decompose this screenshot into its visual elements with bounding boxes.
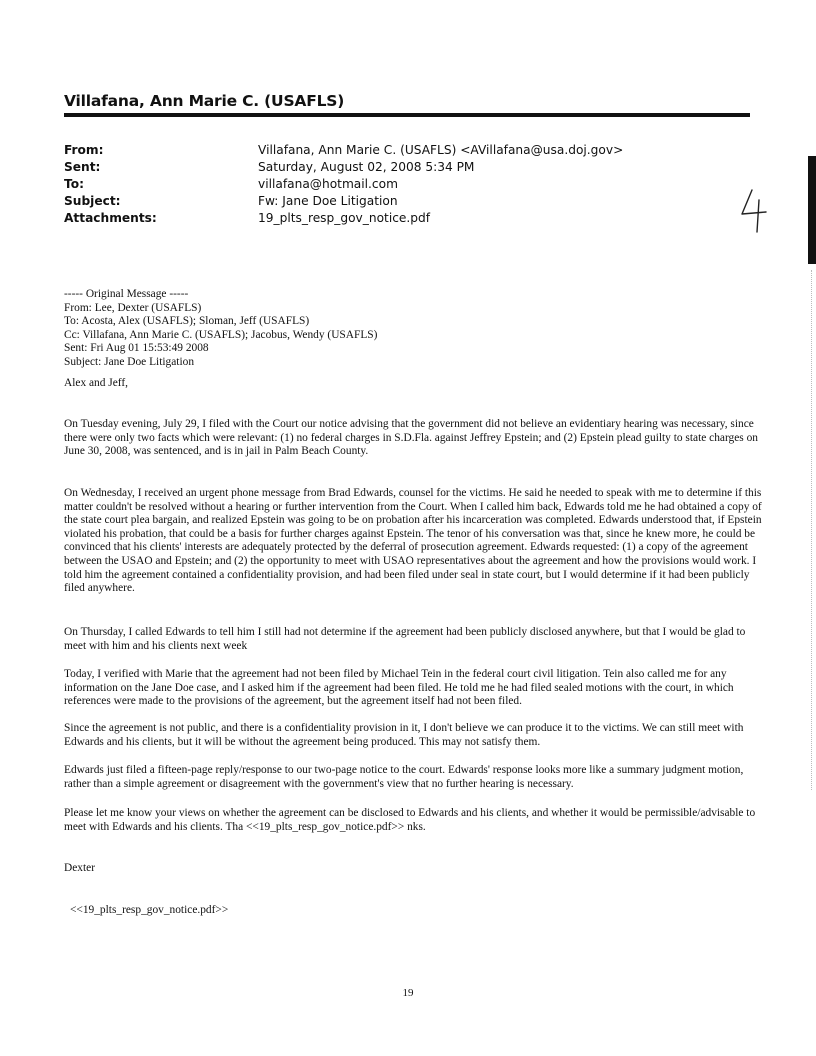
original-message-line: To: Acosta, Alex (USAFLS); Sloman, Jeff (USAFLS) [64,315,310,328]
header-label-to: To: [64,177,84,191]
page-number: 19 [402,987,414,999]
body-paragraph: On Wednesday, I received an urgent phone message from Brad Edwards, counsel for the victims. He said he needed to speak with me to determine if this matter couldn't be resolved without a hearing or further intervention from the Court. When I called him back, Edwards told me he had obtained a copy of the state court plea bargain, and realized Epstein was going to be on probation after his incarceration was completed. Edwards understood that, if Epstein violated his probation, that could be a basis for further charges against Epstein. The tenor of his conversation was that, since he knew more, he could be convinced that his clients' interests are adequately protected by the deferral of prosecution agreement. Edwards requested: (1) a copy of the agreement between the USAO and Epstein; and (2) the opportunity to meet with USAO representatives about the agreement and how the provisions would work. I told him the agreement contained a confidentiality provision, and had been filed under seal in state court, but I would determine if it had been publicly filed anywhere. [64,487,762,595]
title-rule [64,113,750,117]
original-message-line: Subject: Jane Doe Litigation [64,355,195,368]
original-message-line: From: Lee, Dexter (USAFLS) [64,301,202,314]
header-value-from: Villafana, Ann Marie C. (USAFLS) <AVillafana@usa.doj.gov> [258,143,624,157]
original-message-line: Sent: Fri Aug 01 15:53:49 2008 [64,342,209,355]
header-label-subject: Subject: [64,194,121,208]
header-value-subject: Fw: Jane Doe Litigation [258,194,398,208]
body-paragraph: On Thursday, I called Edwards to tell him I still had not determine if the agreement had been publicly disclosed anywhere, but that I would be glad to meet with him and his clients next week [64,626,746,652]
header-value-attachments: 19_plts_resp_gov_notice.pdf [258,211,431,225]
header-value-sent: Saturday, August 02, 2008 5:34 PM [258,160,475,174]
header-label-attachments: Attachments: [64,211,157,225]
attachment-reference: <<19_plts_resp_gov_notice.pdf>> [70,904,229,916]
body-paragraph: Edwards just filed a fifteen-page reply/response to our two-page notice to the court. Edwards' response looks more like a summary judgment motion, rather than a simple agreement or disagreement with the government's view that no further hearing is necessary. [64,764,744,790]
page-title: Villafana, Ann Marie C. (USAFLS) [64,92,345,110]
body-paragraph: Please let me know your views on whether the agreement can be disclosed to Edwards and his clients, and whether it would be permissible/advisable to meet with Edwards and his clients. Tha <<19_plts_resp_gov_notice.pdf>> nks. [64,807,756,833]
body-paragraph: On Tuesday evening, July 29, I filed with the Court our notice advising that the government did not believe an evidentiary hearing was necessary, since there were only two facts which were relevant: (1) no federal charges in S.D.Fla. against Jeffrey Epstein; and (2) Epstein plead guilty to state charges on June 30, 2008, was sentenced, and is in jail in Palm Beach County. [64,418,758,458]
signature: Dexter [64,862,95,874]
salutation: Alex and Jeff, [64,377,128,389]
header-value-to: villafana@hotmail.com [258,177,398,191]
original-message-line: ----- Original Message ----- [64,288,189,300]
body-paragraph: Since the agreement is not public, and there is a confidentiality provision in it, I don't believe we can produce it to the victims. We can still meet with Edwards and his clients, but it will be without the agreement being produced. This may not satisfy them. [64,722,744,748]
header-label-from: From: [64,143,104,157]
margin-scan-dots [811,270,813,790]
header-label-sent: Sent: [64,160,101,174]
handwritten-number-mark [738,188,770,234]
body-paragraph: Today, I verified with Marie that the agreement had not been filed by Michael Tein in the federal court civil litigation. Tein also called me for any information on the Jane Doe case, and I asked him if the agreement had been filed. He told me he had filed sealed motions with the court, in which references were made to the provisions of the agreement, but the agreement itself had not been filed. [64,668,734,708]
original-message-line: Cc: Villafana, Ann Marie C. (USAFLS); Jacobus, Wendy (USAFLS) [64,328,378,341]
margin-scan-bar [808,156,816,264]
original-message-header [64,288,764,370]
